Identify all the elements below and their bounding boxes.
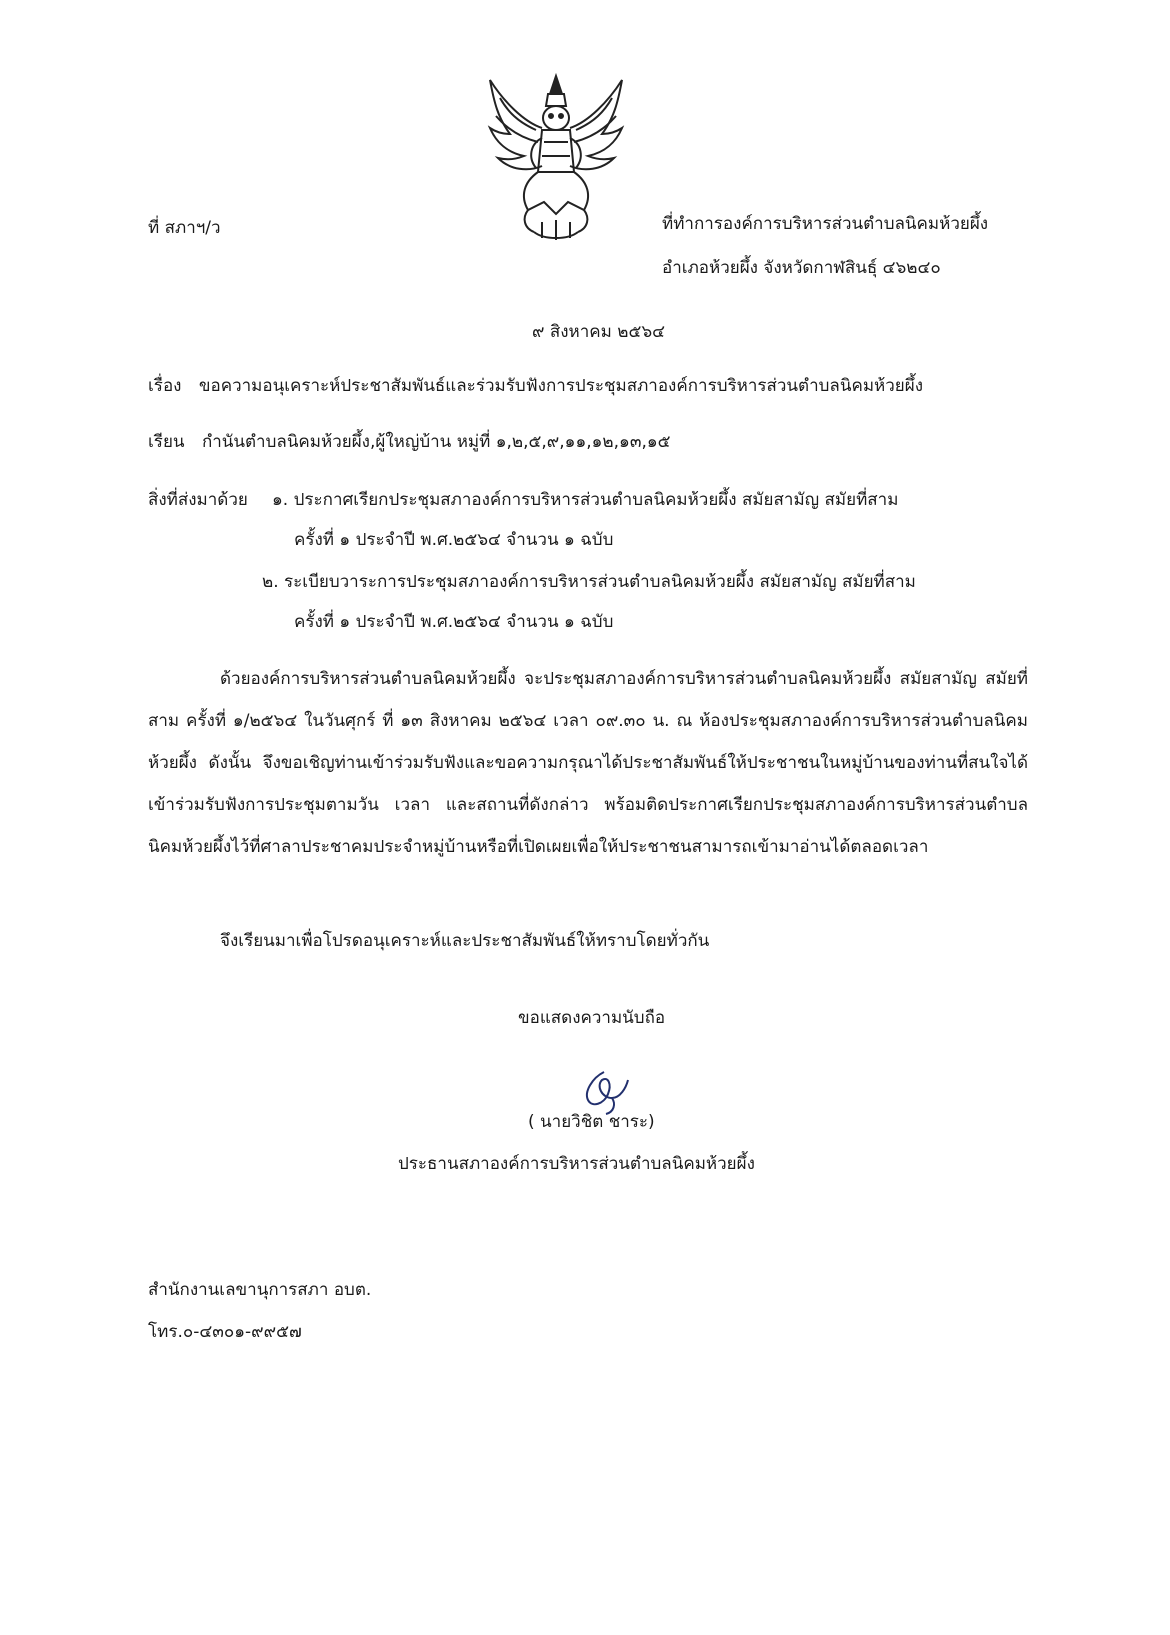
subject-label: เรื่อง <box>148 376 182 396</box>
closing-salutation: ขอแสดงความนับถือ <box>518 1008 666 1028</box>
address-line-1: ที่ทำการองค์การบริหารส่วนตำบลนิคมห้วยผึ้ง <box>662 214 989 234</box>
body-paragraph-1: ด้วยองค์การบริหารส่วนตำบลนิคมห้วยผึ้ง จะประชุมสภาองค์การบริหารส่วนตำบลนิคมห้วยผึ้ง สมัยสามัญ สมัยที่สาม ครั้งที่ ๑/๒๕๖๔ ในวันศุกร์ ที่ ๑๓ สิงหาคม ๒๕๖๔ เวลา ๐๙.๓๐ น. ณ ห้องประชุมสภาองค์การบริหารส่วนตำบลนิคมห้วยผึ้ง ดังนั้น จึงขอเชิญท่านเข้าร่วมรับฟังและขอความกรุณาได้ประชาสัมพันธ์ให้ประชาชนในหมู่บ้านของท่านที่สนใจได้เข้าร่วมรับฟังการประชุมตามวัน เวลา และสถานที่ดังกล่าว พร้อมติดประกาศเรียกประชุมสภาองค์การบริหารส่วนตำบลนิคมห้วยผึ้งไว้ที่ศาลาประชาคมประจำหมู่บ้านหรือที่เปิดเผยเพื่อให้ประชาชนสามารถเข้ามาอ่านได้ตลอดเวลา <box>148 669 1028 857</box>
addressee-label: เรียน <box>148 432 185 452</box>
enclosure-item-2-line-2: ครั้งที่ ๑ ประจำปี พ.ศ.๒๕๖๔ จำนวน ๑ ฉบับ <box>294 612 614 632</box>
garuda-emblem-icon <box>484 72 628 242</box>
footer-phone: โทร.๐-๔๓๐๑-๙๙๕๗ <box>148 1322 302 1342</box>
signer-position: ประธานสภาองค์การบริหารส่วนตำบลนิคมห้วยผึ้ง <box>398 1154 755 1174</box>
subject-text: ขอความอนุเคราะห์ประชาสัมพันธ์และร่วมรับฟังการประชุมสภาองค์การบริหารส่วนตำบลนิคมห้วยผึ้ง <box>198 376 924 396</box>
address-line-2: อำเภอห้วยผึ้ง จังหวัดกาฬสินธุ์ ๔๖๒๔๐ <box>662 258 941 278</box>
addressee-line <box>148 428 671 455</box>
footer-office: สำนักงานเลขานุการสภา อบต. <box>148 1280 372 1300</box>
enclosure-item-2-line-1: ๒. ระเบียบวาระการประชุมสภาองค์การบริหารส่วนตำบลนิคมห้วยผึ้ง สมัยสามัญ สมัยที่สาม <box>262 572 916 592</box>
reference-number: ที่ สภาฯ/ว <box>148 218 221 238</box>
enclosure-item-1-line-1: ๑. ประกาศเรียกประชุมสภาองค์การบริหารส่วนตำบลนิคมห้วยผึ้ง สมัยสามัญ สมัยที่สาม <box>272 490 899 510</box>
subject-line <box>148 372 923 399</box>
enclosure-item-1-line-2: ครั้งที่ ๑ ประจำปี พ.ศ.๒๕๖๔ จำนวน ๑ ฉบับ <box>294 530 614 550</box>
letter-date: ๙ สิงหาคม ๒๕๖๔ <box>532 322 665 342</box>
enclosures-label: สิ่งที่ส่งมาด้วย <box>148 490 248 510</box>
signer-name: ( นายวิชิต ชาระ) <box>528 1112 655 1132</box>
body-paragraph-2: จึงเรียนมาเพื่อโปรดอนุเคราะห์และประชาสัมพันธ์ให้ทราบโดยทั่วกัน <box>220 931 710 951</box>
addressee-text: กำนันตำบลนิคมห้วยผึ้ง,ผู้ใหญ่บ้าน หมู่ที่ ๑,๒,๕,๙,๑๑,๑๒,๑๓,๑๕ <box>201 432 671 452</box>
